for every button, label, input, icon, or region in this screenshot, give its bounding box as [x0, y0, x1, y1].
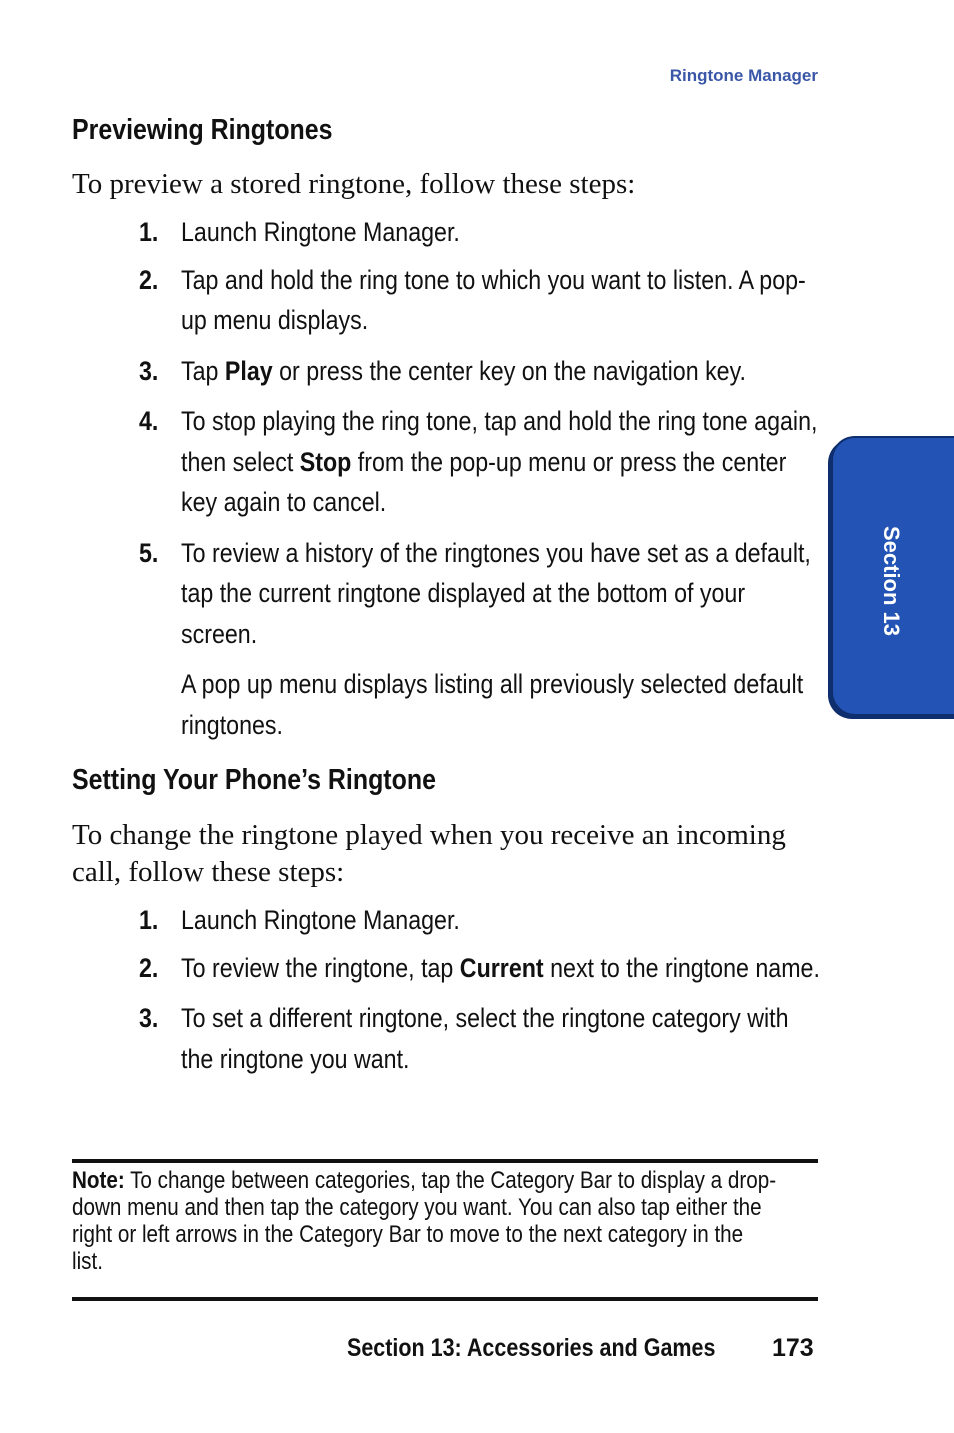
step-item — [0, 212, 821, 253]
note-text: To change between categories, tap the Category Bar to display a drop-down menu and then tap the category you want. You can also tap either the right or left arrows in the Category Bar to move to the next category in the list. — [72, 1167, 777, 1275]
step-number: 2. — [139, 952, 159, 983]
section-heading-previewing: Previewing Ringtones — [72, 114, 333, 146]
step-text: To review the ringtone, tap Current next to the ringtone name. — [181, 952, 820, 983]
steps-list-setting — [0, 900, 954, 1079]
step-text: Tap Play or press the center key on the navigation key. — [181, 355, 746, 386]
step-item — [0, 948, 821, 989]
section-intro-previewing: To preview a stored ringtone, follow these steps: — [72, 168, 636, 200]
ui-term-current: Current — [459, 952, 544, 983]
followup-text: A pop up menu displays listing all previously selected default ringtones. — [181, 669, 804, 740]
section-intro-setting: To change the ringtone played when you receive an incoming call, follow these steps: — [72, 819, 786, 888]
step-number: 2. — [139, 264, 159, 295]
step-item — [0, 351, 821, 392]
step-item — [0, 260, 821, 341]
step-item — [0, 900, 821, 941]
step-text: Tap and hold the ring tone to which you want to listen. A pop-up menu displays. — [181, 264, 806, 335]
step-item — [0, 998, 821, 1079]
note-label: Note: — [72, 1167, 125, 1194]
section-tab-label: Section 13 — [879, 525, 904, 637]
step-text: To review a history of the ringtones you have set as a default, tap the current ringtone displayed at the bottom of your screen. — [181, 537, 811, 649]
step-number: 3. — [139, 1003, 159, 1033]
ui-term-stop: Stop — [299, 446, 352, 477]
step-text: To set a different ringtone, select the ringtone category with the ringtone you want. — [181, 1003, 789, 1074]
note-bottom-rule — [72, 1297, 818, 1301]
step-number: 3. — [139, 355, 159, 386]
footer-section-title: Section 13: Accessories and Games — [347, 1334, 716, 1362]
step-text: To stop playing the ring tone, tap and hold the ring tone again, then select Stop from the pop-up menu or press the center key again to cancel. — [181, 406, 818, 517]
step-number: 1. — [139, 905, 159, 935]
ui-term-play: Play — [224, 355, 273, 386]
page-footer — [347, 1334, 827, 1363]
step-followup — [0, 664, 954, 745]
note-box — [72, 1167, 777, 1275]
steps-list-previewing — [0, 212, 954, 745]
section-heading-setting: Setting Your Phone’s Ringtone — [72, 764, 436, 796]
page-number: 173 — [772, 1334, 814, 1362]
step-item — [0, 533, 821, 655]
step-text: Launch Ringtone Manager. — [181, 217, 460, 247]
step-item — [0, 401, 821, 523]
step-number: 5. — [139, 537, 159, 568]
step-number: 4. — [139, 406, 159, 436]
note-top-rule — [72, 1159, 818, 1163]
step-text: Launch Ringtone Manager. — [181, 905, 460, 935]
step-number: 1. — [139, 217, 159, 247]
running-head: Ringtone Manager — [669, 66, 818, 85]
section-thumb-tab — [831, 436, 954, 716]
